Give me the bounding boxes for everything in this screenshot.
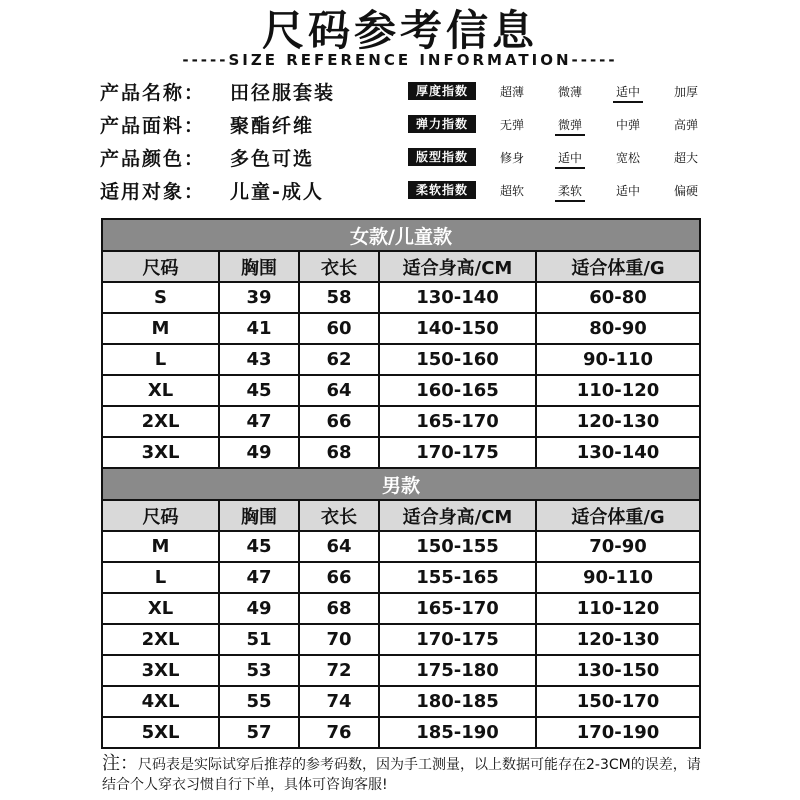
scale-option: 偏硬 xyxy=(673,183,698,198)
table-cell: 165-170 xyxy=(379,593,536,624)
table-cell: 58 xyxy=(299,282,379,313)
column-header: 尺码 xyxy=(102,500,219,531)
info-label: 产品名称： xyxy=(100,81,206,104)
table-row xyxy=(102,313,700,344)
table-row xyxy=(102,437,700,468)
section-header-row xyxy=(102,468,700,500)
scale-option: 宽松 xyxy=(615,150,640,165)
table-cell: 74 xyxy=(299,686,379,717)
info-label: 产品颜色： xyxy=(100,147,206,170)
page-title: 尺码参考信息 xyxy=(261,6,538,55)
column-header: 适合身高/CM xyxy=(379,251,536,282)
table-cell: 72 xyxy=(299,655,379,686)
table-cell: 53 xyxy=(219,655,299,686)
info-value: 聚酯纤维 xyxy=(230,114,315,137)
column-header: 适合体重/G xyxy=(536,500,700,531)
column-header: 衣长 xyxy=(299,500,379,531)
table-cell: 80-90 xyxy=(536,313,700,344)
table-row xyxy=(102,531,700,562)
table-cell: 2XL xyxy=(102,624,219,655)
table-cell: 47 xyxy=(219,562,299,593)
info-row xyxy=(100,175,324,205)
table-cell: 45 xyxy=(219,375,299,406)
table-cell: 2XL xyxy=(102,406,219,437)
table-cell: 51 xyxy=(219,624,299,655)
table-cell: 68 xyxy=(299,593,379,624)
scale-badge: 厚度指数 xyxy=(408,82,476,100)
table-cell: S xyxy=(102,282,219,313)
table-row xyxy=(102,282,700,313)
table-cell: 150-170 xyxy=(536,686,700,717)
column-header: 适合身高/CM xyxy=(379,500,536,531)
table-cell: 170-175 xyxy=(379,437,536,468)
scale-badge: 柔软指数 xyxy=(408,181,476,199)
table-row xyxy=(102,655,700,686)
table-row xyxy=(102,375,700,406)
table-row xyxy=(102,344,700,375)
scale-option: 中弹 xyxy=(615,117,640,132)
table-cell: 3XL xyxy=(102,655,219,686)
table-cell: 90-110 xyxy=(536,562,700,593)
scale-option: 修身 xyxy=(500,150,525,165)
scale-options xyxy=(476,116,700,133)
table-cell: M xyxy=(102,531,219,562)
section-header-row xyxy=(102,219,700,251)
table-cell: 110-120 xyxy=(536,593,700,624)
info-row xyxy=(100,109,314,139)
table-cell: 4XL xyxy=(102,686,219,717)
scale-option: 微薄 xyxy=(557,84,582,99)
table-cell: M xyxy=(102,313,219,344)
scale-badge: 弹力指数 xyxy=(408,115,476,133)
scale-option-selected: 适中 xyxy=(557,150,582,165)
size-table xyxy=(101,218,701,749)
scale-option-selected: 适中 xyxy=(615,84,640,99)
scale-row xyxy=(408,113,700,135)
scale-option: 适中 xyxy=(615,183,640,198)
table-cell: 68 xyxy=(299,437,379,468)
table-row xyxy=(102,406,700,437)
table-cell: 39 xyxy=(219,282,299,313)
footnote xyxy=(102,754,702,795)
table-cell: 185-190 xyxy=(379,717,536,748)
section-title: 女款/儿童款 xyxy=(102,219,700,251)
scale-option: 超软 xyxy=(500,183,525,198)
table-row xyxy=(102,717,700,748)
column-header-row xyxy=(102,500,700,531)
table-cell: 49 xyxy=(219,437,299,468)
scale-option: 超薄 xyxy=(500,84,525,99)
scale-badge: 版型指数 xyxy=(408,148,476,166)
scale-option: 超大 xyxy=(673,150,698,165)
table-cell: 66 xyxy=(299,406,379,437)
info-label: 产品面料： xyxy=(100,114,206,137)
table-cell: 45 xyxy=(219,531,299,562)
table-cell: 60 xyxy=(299,313,379,344)
table-cell: 47 xyxy=(219,406,299,437)
table-cell: 49 xyxy=(219,593,299,624)
section-title: 男款 xyxy=(102,468,700,500)
table-cell: 155-165 xyxy=(379,562,536,593)
scale-option: 高弹 xyxy=(673,117,698,132)
table-cell: 165-170 xyxy=(379,406,536,437)
table-cell: 120-130 xyxy=(536,624,700,655)
table-cell: 90-110 xyxy=(536,344,700,375)
table-cell: L xyxy=(102,562,219,593)
table-cell: 43 xyxy=(219,344,299,375)
scale-row xyxy=(408,179,700,201)
footnote-text: 尺码表是实际试穿后推荐的参考码数，因为手工测量，以上数据可能存在2-3CM的误差，请结合个人穿衣习惯自行下单，具体可咨询客服! xyxy=(102,757,701,793)
table-cell: 180-185 xyxy=(379,686,536,717)
scale-option-selected: 柔软 xyxy=(557,183,582,198)
table-row xyxy=(102,562,700,593)
column-header: 尺码 xyxy=(102,251,219,282)
info-label: 适用对象： xyxy=(100,180,206,203)
table-cell: XL xyxy=(102,375,219,406)
scale-row xyxy=(408,146,700,168)
table-cell: 170-190 xyxy=(536,717,700,748)
scale-options xyxy=(476,149,700,166)
table-row xyxy=(102,593,700,624)
info-row xyxy=(100,142,314,172)
table-cell: 130-140 xyxy=(379,282,536,313)
table-cell: 55 xyxy=(219,686,299,717)
scale-option: 无弹 xyxy=(500,117,525,132)
table-cell: 57 xyxy=(219,717,299,748)
table-cell: L xyxy=(102,344,219,375)
table-cell: 70 xyxy=(299,624,379,655)
table-cell: 150-160 xyxy=(379,344,536,375)
table-cell: 66 xyxy=(299,562,379,593)
table-cell: 62 xyxy=(299,344,379,375)
table-row xyxy=(102,686,700,717)
table-cell: XL xyxy=(102,593,219,624)
table-cell: 76 xyxy=(299,717,379,748)
table-cell: 3XL xyxy=(102,437,219,468)
footnote-mark: 注： xyxy=(102,753,138,774)
info-value: 多色可选 xyxy=(230,147,315,170)
table-cell: 64 xyxy=(299,531,379,562)
table-cell: 130-140 xyxy=(536,437,700,468)
scale-row xyxy=(408,80,700,102)
table-cell: 5XL xyxy=(102,717,219,748)
column-header: 衣长 xyxy=(299,251,379,282)
table-cell: 140-150 xyxy=(379,313,536,344)
table-cell: 60-80 xyxy=(536,282,700,313)
page-subtitle: -----SIZE REFERENCE INFORMATION----- xyxy=(182,51,618,69)
scale-options xyxy=(476,83,700,100)
table-cell: 150-155 xyxy=(379,531,536,562)
table-cell: 110-120 xyxy=(536,375,700,406)
table-cell: 160-165 xyxy=(379,375,536,406)
column-header-row xyxy=(102,251,700,282)
column-header: 胸围 xyxy=(219,500,299,531)
column-header: 胸围 xyxy=(219,251,299,282)
column-header: 适合体重/G xyxy=(536,251,700,282)
table-cell: 130-150 xyxy=(536,655,700,686)
table-cell: 64 xyxy=(299,375,379,406)
table-cell: 175-180 xyxy=(379,655,536,686)
table-row xyxy=(102,624,700,655)
scale-options xyxy=(476,182,700,199)
table-cell: 120-130 xyxy=(536,406,700,437)
info-value: 田径服套装 xyxy=(230,81,336,104)
table-cell: 41 xyxy=(219,313,299,344)
info-value: 儿童-成人 xyxy=(230,180,324,203)
table-cell: 170-175 xyxy=(379,624,536,655)
table-cell: 70-90 xyxy=(536,531,700,562)
scale-option-selected: 微弹 xyxy=(557,117,582,132)
info-row xyxy=(100,76,335,106)
scale-option: 加厚 xyxy=(673,84,698,99)
